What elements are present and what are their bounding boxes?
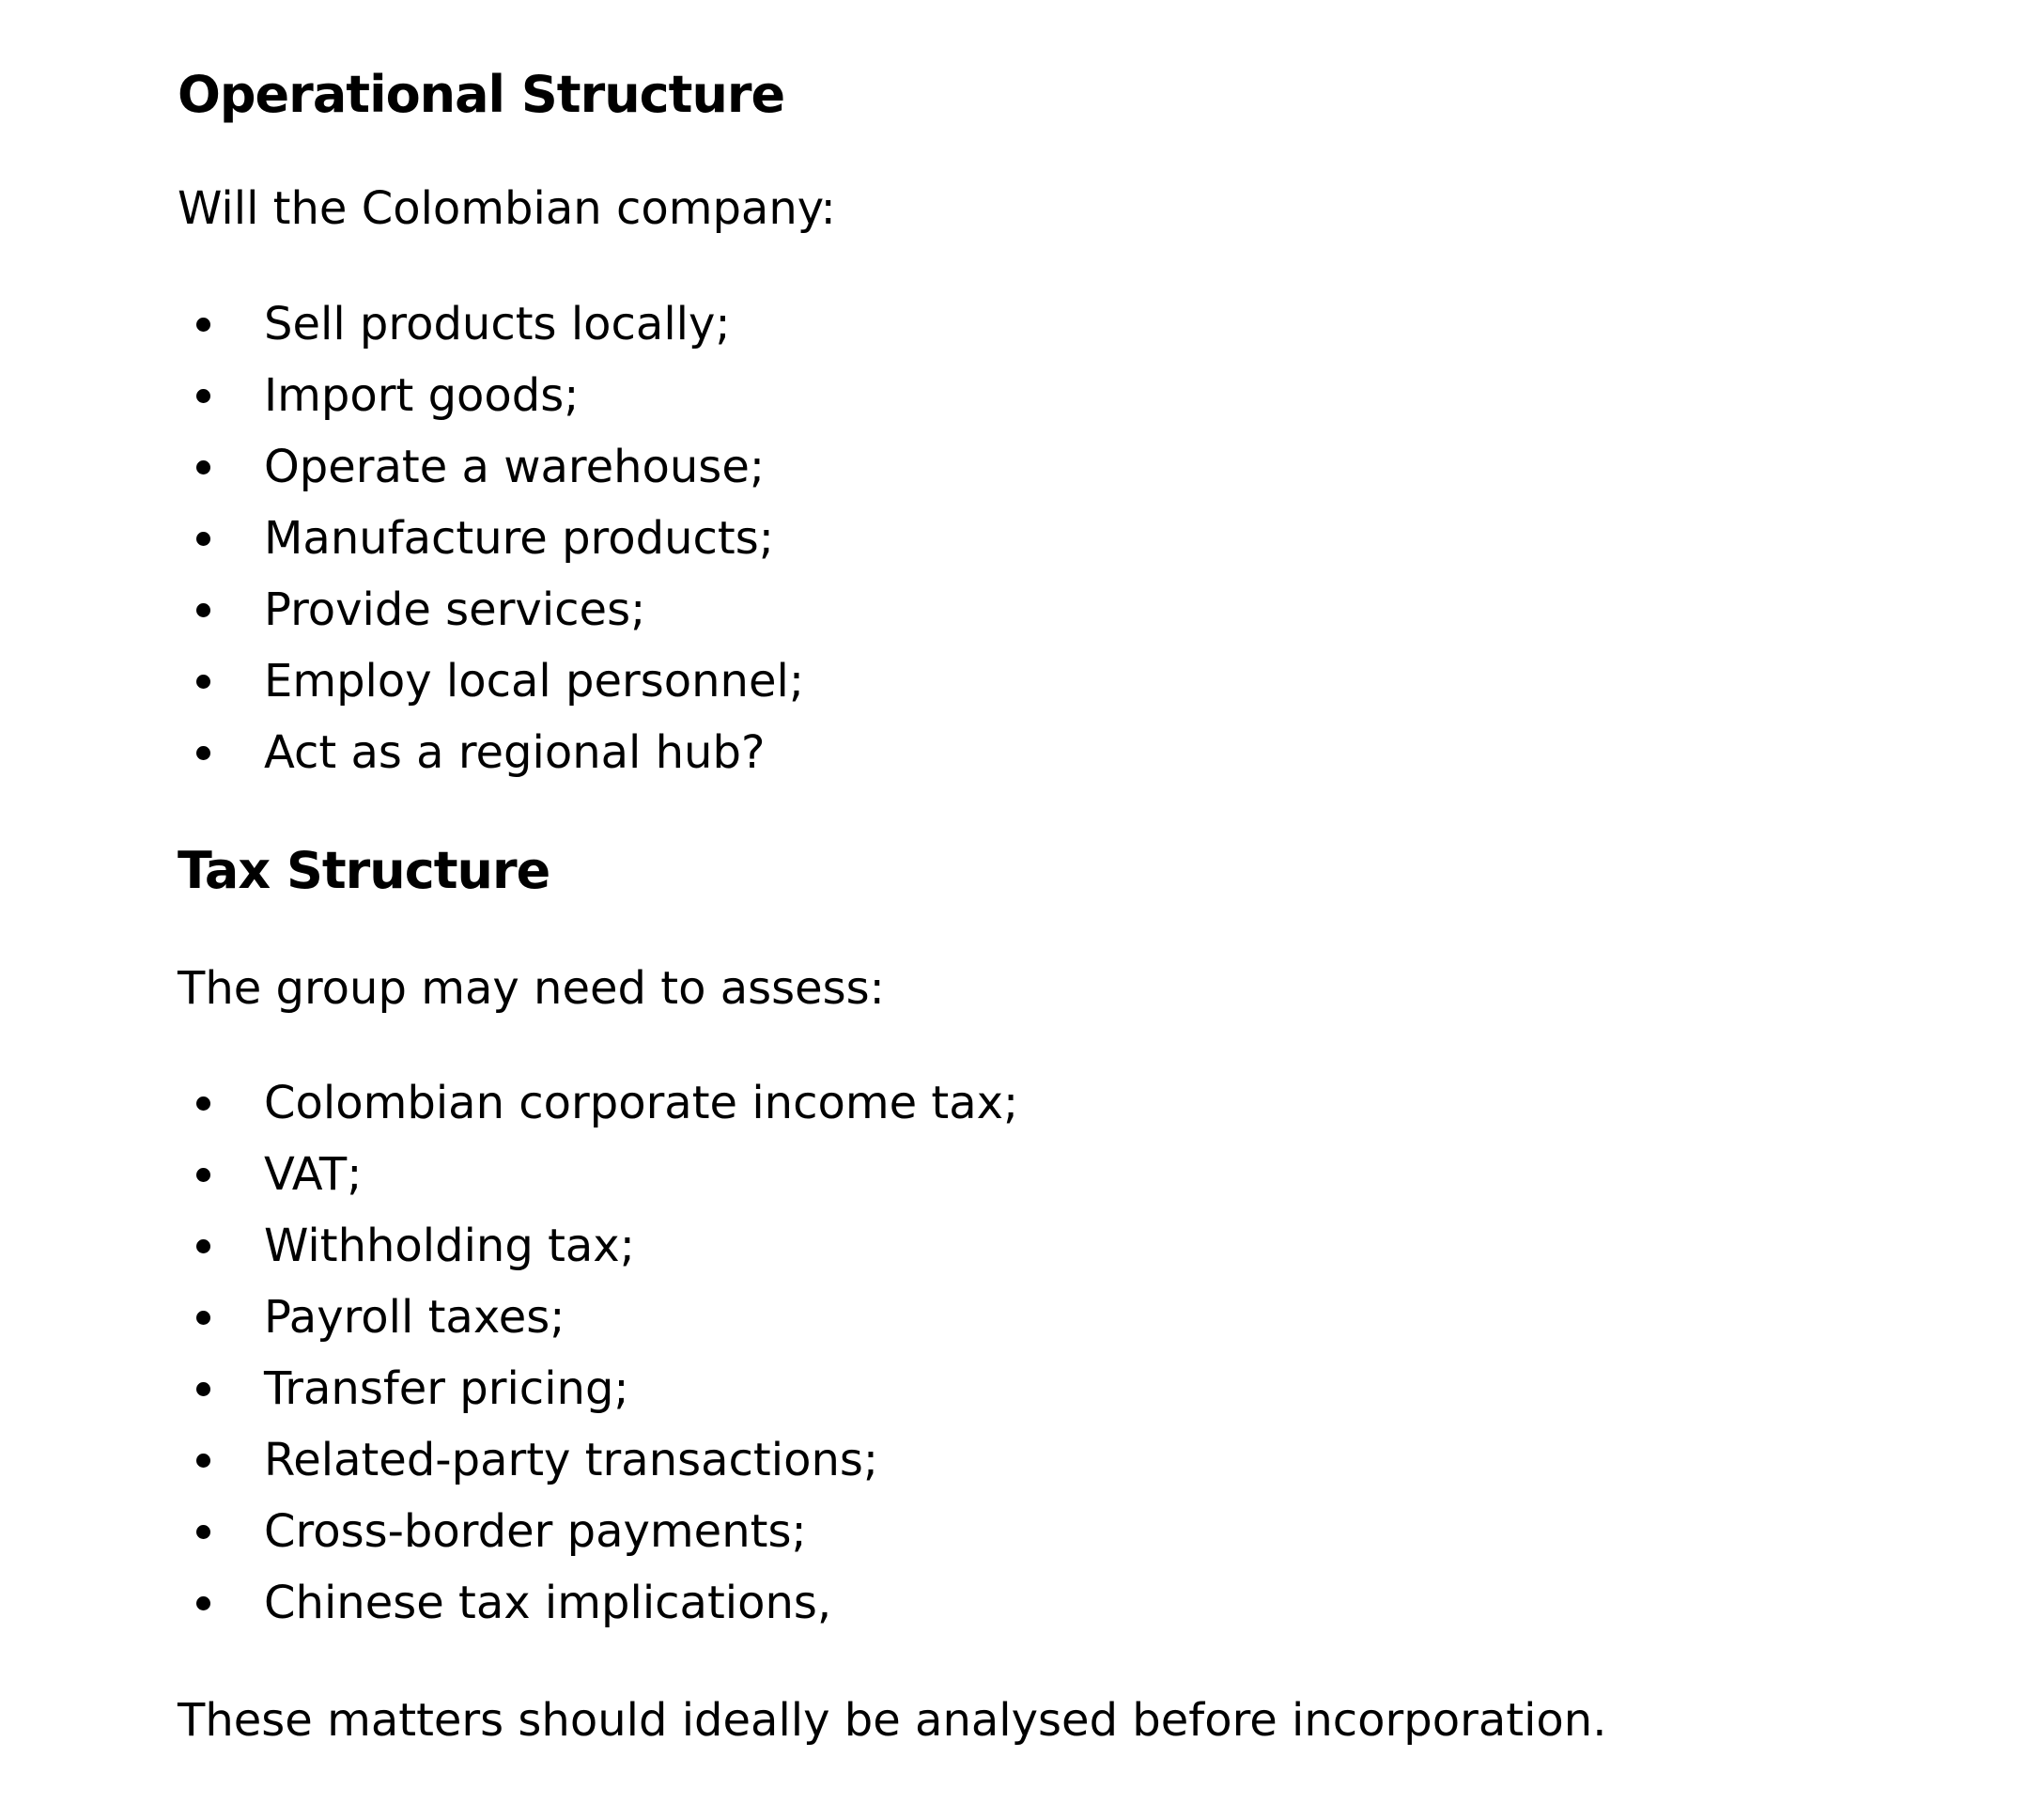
list-item-text: Related-party transactions; [264, 1434, 879, 1486]
operational-structure-heading: Operational Structure [178, 65, 785, 124]
list-item [178, 1067, 1018, 1139]
list-item-text: Withholding tax; [264, 1220, 635, 1272]
bullet-icon [196, 318, 210, 332]
list-item [178, 360, 804, 431]
list-item-text: VAT; [264, 1148, 363, 1201]
tax-structure-heading: Tax Structure [178, 841, 550, 900]
list-item-text: Act as a regional hub? [264, 726, 766, 779]
list-item-text: Employ local personnel; [264, 655, 805, 708]
list-item [178, 1424, 1018, 1496]
list-item-text: Sell products locally; [264, 298, 731, 350]
bullet-icon [196, 675, 210, 689]
list-item [178, 431, 804, 503]
list-item-text: Transfer pricing; [264, 1362, 629, 1415]
list-item [178, 645, 804, 717]
list-item-text: Cross-border payments; [264, 1505, 807, 1558]
list-item [178, 1353, 1018, 1424]
bullet-icon [196, 1382, 210, 1396]
list-item [178, 574, 804, 645]
list-item [178, 1282, 1018, 1353]
operational-structure-list [178, 288, 804, 788]
bullet-icon [196, 1168, 210, 1182]
bullet-icon [196, 1596, 210, 1610]
list-item [178, 1139, 1018, 1210]
list-item-text: Chinese tax implications, [264, 1577, 832, 1629]
bullet-icon [196, 532, 210, 546]
bullet-icon [196, 1525, 210, 1539]
list-item [178, 717, 804, 788]
bullet-icon [196, 460, 210, 474]
list-item-text: Manufacture products; [264, 512, 774, 565]
closing-paragraph: These matters should ideally be analysed before incorporation. [178, 1694, 1607, 1747]
tax-structure-intro: The group may need to assess: [178, 962, 885, 1015]
list-item [178, 1567, 1018, 1639]
bullet-icon [196, 389, 210, 403]
bullet-icon [196, 1311, 210, 1325]
tax-structure-list [178, 1067, 1018, 1639]
list-item-text: Operate a warehouse; [264, 441, 766, 493]
bullet-icon [196, 1454, 210, 1468]
list-item-text: Import goods; [264, 369, 580, 422]
operational-structure-intro: Will the Colombian company: [178, 182, 836, 235]
bullet-icon [196, 1239, 210, 1253]
list-item [178, 503, 804, 574]
list-item [178, 1496, 1018, 1567]
list-item [178, 1210, 1018, 1282]
list-item-text: Colombian corporate income tax; [264, 1077, 1019, 1129]
list-item-text: Payroll taxes; [264, 1291, 565, 1344]
list-item [178, 288, 804, 360]
bullet-icon [196, 746, 210, 760]
bullet-icon [196, 1096, 210, 1111]
bullet-icon [196, 603, 210, 617]
list-item-text: Provide services; [264, 583, 646, 636]
